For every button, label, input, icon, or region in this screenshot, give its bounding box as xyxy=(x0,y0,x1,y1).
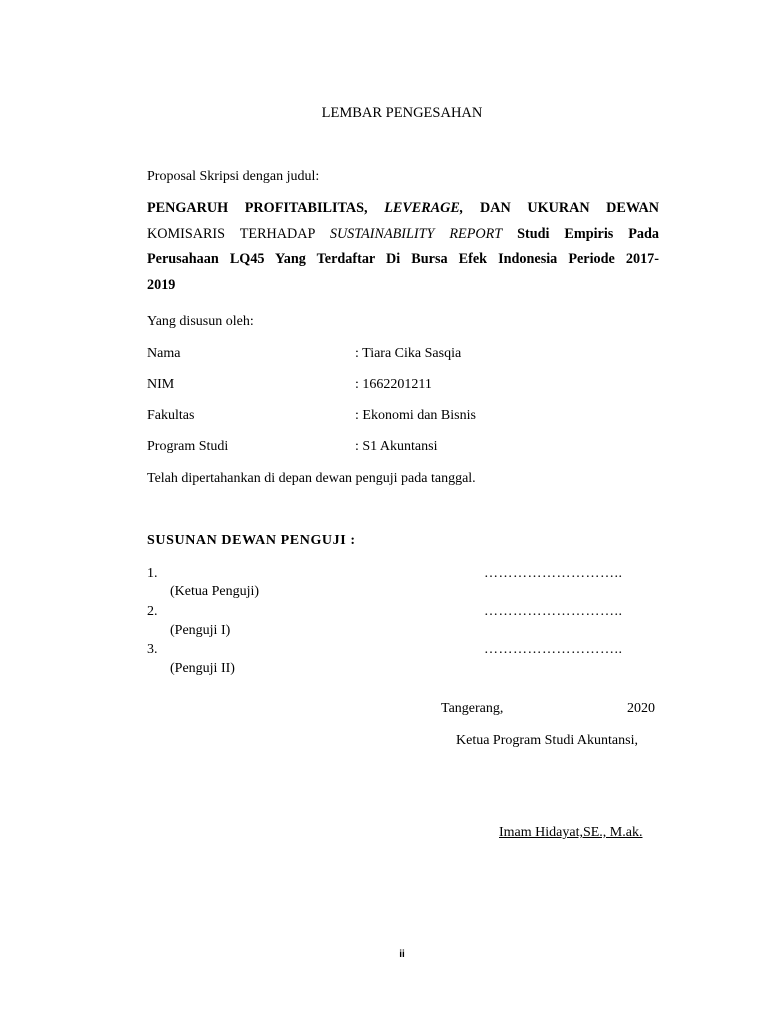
thesis-title-line-1 xyxy=(147,196,659,222)
page-title: LEMBAR PENGESAHAN xyxy=(321,105,483,121)
thesis-title-italic: LEVERAGE, xyxy=(384,200,464,216)
intro-text: Proposal Skripsi dengan judul: xyxy=(147,169,320,184)
field-value-nim: : 1662201211 xyxy=(355,377,432,392)
thesis-title-line-4: 2019 xyxy=(147,276,176,293)
author-label: Yang disusun oleh: xyxy=(147,314,254,329)
field-label-fakultas: Fakultas xyxy=(147,408,195,423)
thesis-title xyxy=(147,196,659,298)
examiner-number-3: 3. xyxy=(147,642,158,657)
field-label-nim: NIM xyxy=(147,377,175,392)
field-value-nama: : Tiara Cika Sasqia xyxy=(355,346,462,361)
signature-line-1: ……………………….. xyxy=(484,566,623,581)
examiner-role-1: (Ketua Penguji) xyxy=(170,584,260,599)
signing-year: 2020 xyxy=(627,701,655,716)
signer-name: Imam Hidayat,SE., M.ak. xyxy=(499,825,643,840)
defense-statement: Telah dipertahankan di depan dewan penguji pada tanggal. xyxy=(147,471,476,486)
thesis-title-text: KOMISARIS TERHADAP xyxy=(147,225,330,242)
thesis-title-text: Studi Empiris Pada xyxy=(502,225,659,242)
signature-line-3: ……………………….. xyxy=(484,642,623,657)
field-value-fakultas: : Ekonomi dan Bisnis xyxy=(355,408,476,423)
thesis-title-line-2 xyxy=(147,222,659,248)
thesis-title-line-3: Perusahaan LQ45 Yang Terdaftar Di Bursa Efek Indonesia Periode 2017- xyxy=(147,251,659,267)
signer-position: Ketua Program Studi Akuntansi, xyxy=(456,733,638,748)
field-label-prodi: Program Studi xyxy=(147,439,229,454)
field-label-nama: Nama xyxy=(147,346,181,361)
examiner-role-2: (Penguji I) xyxy=(170,623,231,638)
signature-line-2: ……………………….. xyxy=(484,604,623,619)
field-value-prodi: : S1 Akuntansi xyxy=(355,439,438,454)
signing-place: Tangerang, xyxy=(441,701,504,716)
examiner-role-3: (Penguji II) xyxy=(170,661,235,676)
examiner-number-2: 2. xyxy=(147,604,158,619)
thesis-title-text: DAN UKURAN DEWAN xyxy=(463,200,659,216)
page-number: ii xyxy=(399,949,405,960)
examiner-number-1: 1. xyxy=(147,566,158,581)
thesis-title-italic: SUSTAINABILITY REPORT xyxy=(329,225,503,242)
examiner-section-title: SUSUNAN DEWAN PENGUJI : xyxy=(147,533,356,548)
thesis-title-text: PENGARUH PROFITABILITAS, xyxy=(147,200,385,216)
